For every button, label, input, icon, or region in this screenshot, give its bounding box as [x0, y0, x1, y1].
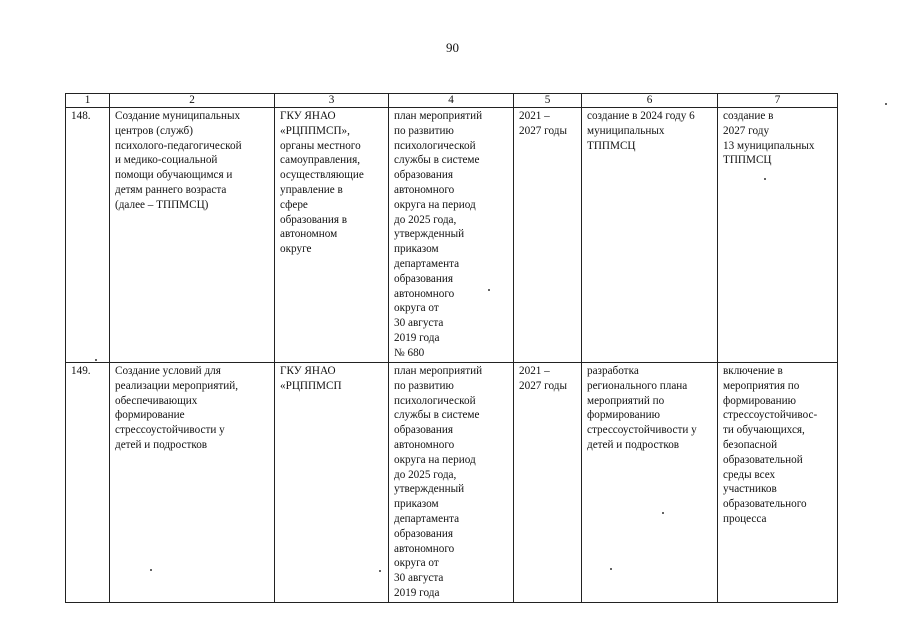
- cell-line: образовательного: [723, 498, 807, 511]
- cell-line: план мероприятий: [394, 365, 483, 377]
- cell-line: округа от: [394, 302, 439, 315]
- cell-line: среды всех: [723, 468, 776, 481]
- period-cell: [514, 108, 582, 363]
- cell-line: округе: [280, 243, 312, 256]
- scan-speck: [662, 512, 664, 514]
- cell-line: ти обучающихся,: [723, 424, 805, 437]
- cell-line: психологической: [394, 394, 476, 407]
- document-basis-cell: [389, 363, 514, 603]
- scan-speck: [379, 570, 381, 572]
- cell-line: психологической: [394, 139, 476, 152]
- cell-line: и медико-социальной: [115, 154, 218, 167]
- cell-line: стрессоустойчивос-: [723, 409, 818, 422]
- responsible-cell: [275, 363, 389, 603]
- cell-line: Создание муниципальных: [115, 110, 241, 122]
- cell-line: ТППМСЦ: [587, 139, 636, 152]
- cell-line: 2019 года: [394, 331, 440, 344]
- header-col-7: 7: [718, 94, 838, 108]
- cell-line: детей и подростков: [115, 438, 208, 451]
- cell-line: «РЦППМСП: [280, 379, 342, 392]
- cell-line: 30 августа: [394, 572, 444, 585]
- cell-line: образовательной: [723, 453, 803, 466]
- cell-line: автономного: [394, 542, 455, 555]
- scan-speck: [150, 569, 152, 571]
- row-number: 148.: [66, 108, 110, 363]
- header-col-2: 2: [110, 94, 275, 108]
- cell-line: службы в системе: [394, 154, 480, 167]
- scan-speck: [610, 568, 612, 570]
- cell-line: округа от: [394, 557, 439, 570]
- cell-line: департамента: [394, 257, 460, 270]
- cell-line: помощи обучающимся и: [115, 169, 233, 182]
- cell-line: автономного: [394, 287, 455, 300]
- measure-name-cell: [110, 363, 275, 603]
- cell-line: муниципальных: [587, 124, 665, 137]
- cell-line: 2027 году: [723, 124, 770, 137]
- cell-line: Создание условий для: [115, 365, 221, 377]
- cell-line: создание в 2024 году 6: [587, 110, 695, 122]
- cell-line: психолого-педагогической: [115, 139, 242, 152]
- cell-line: образования: [394, 527, 454, 540]
- cell-line: детям раннего возраста: [115, 183, 227, 196]
- table-row: [66, 108, 838, 363]
- cell-line: автономного: [394, 183, 455, 196]
- header-row: [66, 94, 838, 108]
- responsible-cell: [275, 108, 389, 363]
- cell-line: регионального плана: [587, 379, 688, 392]
- indicator-cell: [718, 108, 838, 363]
- scan-speck: [885, 103, 887, 105]
- header-col-1: 1: [66, 94, 110, 108]
- cell-line: 2027 годы: [519, 379, 567, 392]
- cell-line: формирование: [115, 409, 185, 422]
- cell-line: образования: [394, 169, 454, 182]
- measure-name-cell: [110, 108, 275, 363]
- page-number: 90: [446, 40, 459, 55]
- period-cell: [514, 363, 582, 603]
- cell-line: детей и подростков: [587, 438, 680, 451]
- cell-line: 2027 годы: [519, 124, 567, 137]
- cell-line: управление в: [280, 183, 343, 196]
- cell-line: сфере: [280, 198, 308, 211]
- cell-line: приказом: [394, 243, 439, 256]
- measures-table: [65, 93, 838, 603]
- cell-line: (далее – ТППМСЦ): [115, 198, 209, 211]
- cell-line: процесса: [723, 512, 767, 525]
- cell-line: 30 августа: [394, 317, 444, 330]
- cell-line: по развитию: [394, 124, 454, 137]
- cell-line: образования: [394, 424, 454, 437]
- cell-line: до 2025 года,: [394, 213, 457, 226]
- cell-line: формированию: [723, 394, 796, 407]
- result-cell: [582, 108, 718, 363]
- cell-line: до 2025 года,: [394, 468, 457, 481]
- cell-line: округа на период: [394, 453, 476, 466]
- cell-line: реализации мероприятий,: [115, 379, 239, 392]
- cell-line: включение в: [723, 365, 783, 377]
- indicator-cell: [718, 363, 838, 603]
- cell-line: приказом: [394, 498, 439, 511]
- cell-line: ТППМСЦ: [723, 154, 772, 167]
- cell-line: 13 муниципальных: [723, 139, 815, 152]
- cell-line: центров (служб): [115, 124, 193, 137]
- cell-line: департамента: [394, 512, 460, 525]
- scan-speck: [488, 289, 490, 291]
- cell-line: № 680: [394, 346, 425, 359]
- cell-line: участников: [723, 483, 777, 496]
- cell-line: «РЦППМСП»,: [280, 124, 350, 137]
- header-col-4: 4: [389, 94, 514, 108]
- scan-speck: [764, 178, 766, 180]
- cell-line: мероприятий по: [587, 394, 665, 407]
- cell-line: органы местного: [280, 139, 361, 152]
- cell-line: самоуправления,: [280, 154, 361, 167]
- header-col-3: 3: [275, 94, 389, 108]
- cell-line: осуществляющие: [280, 169, 364, 182]
- cell-line: автономном: [280, 228, 338, 241]
- cell-line: создание в: [723, 110, 774, 122]
- cell-line: разработка: [587, 365, 639, 377]
- cell-line: образования: [394, 272, 454, 285]
- cell-line: обеспечивающих: [115, 394, 198, 407]
- row-number: 149.: [66, 363, 110, 603]
- cell-line: формированию: [587, 409, 660, 422]
- cell-line: утвержденный: [394, 483, 465, 496]
- cell-line: автономного: [394, 438, 455, 451]
- cell-line: безопасной: [723, 438, 778, 451]
- cell-line: ГКУ ЯНАО: [280, 365, 336, 377]
- cell-line: мероприятия по: [723, 379, 800, 392]
- cell-line: утвержденный: [394, 228, 465, 241]
- result-cell: [582, 363, 718, 603]
- header-col-5: 5: [514, 94, 582, 108]
- cell-line: службы в системе: [394, 409, 480, 422]
- cell-line: образования в: [280, 213, 348, 226]
- cell-line: по развитию: [394, 379, 454, 392]
- cell-line: 2019 года: [394, 586, 440, 599]
- cell-line: округа на период: [394, 198, 476, 211]
- cell-line: ГКУ ЯНАО: [280, 110, 336, 122]
- header-col-6: 6: [582, 94, 718, 108]
- cell-line: 2021 –: [519, 365, 550, 377]
- cell-line: план мероприятий: [394, 110, 483, 122]
- cell-line: 2021 –: [519, 110, 550, 122]
- cell-line: стрессоустойчивости у: [587, 424, 697, 437]
- table-row: [66, 363, 838, 603]
- scan-speck: [95, 359, 97, 361]
- document-basis-cell: [389, 108, 514, 363]
- cell-line: стрессоустойчивости у: [115, 424, 225, 437]
